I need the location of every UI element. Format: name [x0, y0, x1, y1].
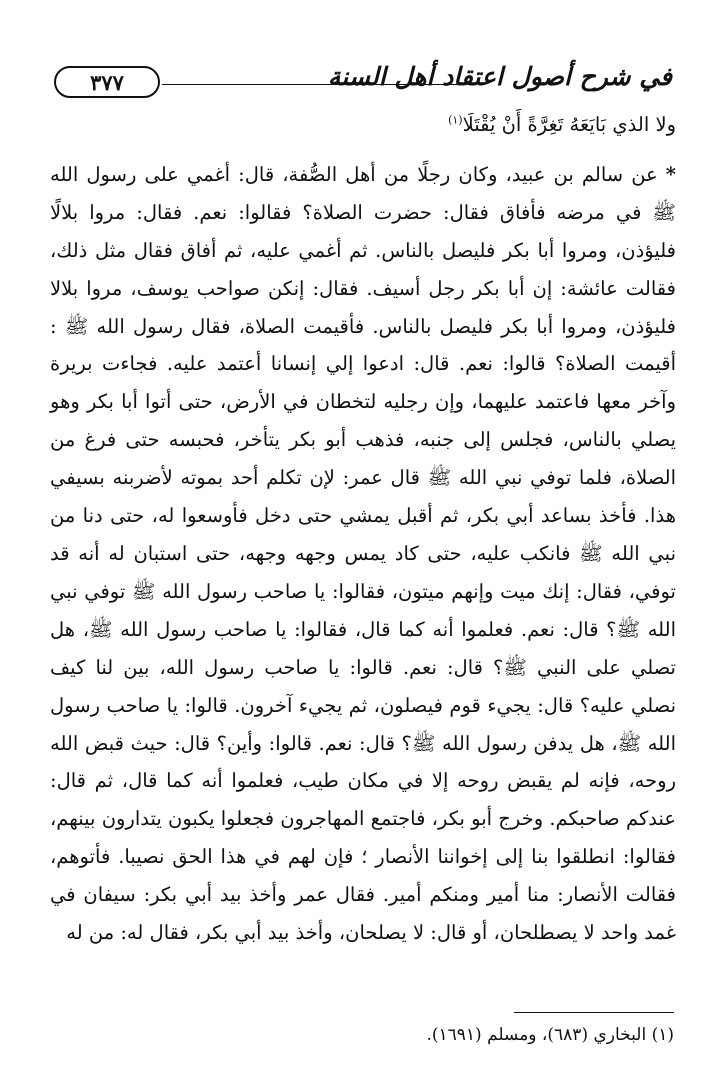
running-title: في شرح أصول اعتقاد أهل السنة [327, 62, 672, 91]
main-text [50, 106, 676, 952]
verse-line [50, 106, 676, 144]
page-number-badge [54, 66, 160, 98]
bullet-marker: * [665, 162, 676, 186]
hadith-paragraph [50, 156, 676, 952]
header-rule [162, 84, 462, 85]
verse-text: ولا الذي بَايَعَهُ تَغِرَّةً أَنْ يُقْتَلَا [462, 113, 676, 136]
footnote: (١) البخاري (٦٨٣)، ومسلم (١٦٩١). [426, 1025, 674, 1045]
footnote-separator [514, 1012, 674, 1013]
page-header [52, 60, 672, 106]
page-number: ٣٧٧ [90, 69, 124, 95]
paragraph-text: عن سالم بن عبيد، وكان رجلًا من أهل الصُّفة، قال: أغمي على رسول الله ﷺ في مرضه فأفاق فقال: حضرت الصلاة؟ فقالوا: نعم. فقال: مروا بلالًا فليؤذن، ومروا أبا بكر فليصل بالناس. ثم أغمي عليه، ثم أفاق فقال مثل ذلك، فقالت عائشة: إن أبا بكر رجل أسيف. فقال: إنكن صواحب يوسف، مروا بلالا فليؤذن، ومروا أبا بكر فليصل بالناس. فأقيمت الصلاة، فقال رسول الله ﷺ : أقيمت الصلاة؟ قالوا: نعم. قال: ادعوا إلي إنسانا أعتمد عليه. فجاءت بريرة وآخر معها فاعتمد عليهما، وإن رجليه لتخطان في الأرض، حتى أتوا أبا بكر وهو يصلي بالناس، فجلس إلى جنبه، فذهب أبو بكر يتأخر، فحبسه حتى فرغ من الصلاة، فلما توفي نبي الله ﷺ قال عمر: لإن تكلم أحد بموته لأضربنه بسيفي هذا. فأخذ بساعد أبي بكر، ثم أقبل يمشي حتى دخل فأوسعوا له، حتى دنا من نبي الله ﷺ فانكب عليه، حتى كاد يمس وجهه وجهه، حتى استبان له أنه قد توفي، فقال: إنك ميت وإنهم ميتون، فقالوا: يا صاحب رسول الله ﷺ توفي نبي الله ﷺ؟ قال: نعم. فعلموا أنه كما قال، فقالوا: يا صاحب رسول الله ﷺ، هل تصلي على النبي ﷺ؟ قال: نعم. قالوا: يا صاحب رسول الله، بين لنا كيف نصلي عليه؟ قال: يجيء قوم فيصلون، ثم يجيء آخرون. قالوا: يا صاحب رسول الله ﷺ، هل يدفن رسول الله ﷺ؟ قال: نعم. قالوا: وأين؟ قال: حيث قبض الله روحه، فإنه لم يقبض روحه إلا في مكان طيب، فعلموا أنه كما قال، ثم قال: عندكم صاحبكم. وخرج أبو بكر، فاجتمع المهاجرون فجعلوا يكبون يتدارون بينهم، فقالوا: انطلقوا بنا إلى إخواننا الأنصار ؛ فإن لهم في هذا الحق نصيبا. فأتوهم، فقالت الأنصار: منا أمير ومنكم أمير. فقال عمر وأخذ بيد أبي بكر: سيفان في غمد واحد لا يصطلحان، أو قال: لا يصلحان، وأخذ بيد أبي بكر، فقال له: من له [50, 162, 676, 945]
footnote-ref[interactable]: (١) [448, 113, 463, 127]
